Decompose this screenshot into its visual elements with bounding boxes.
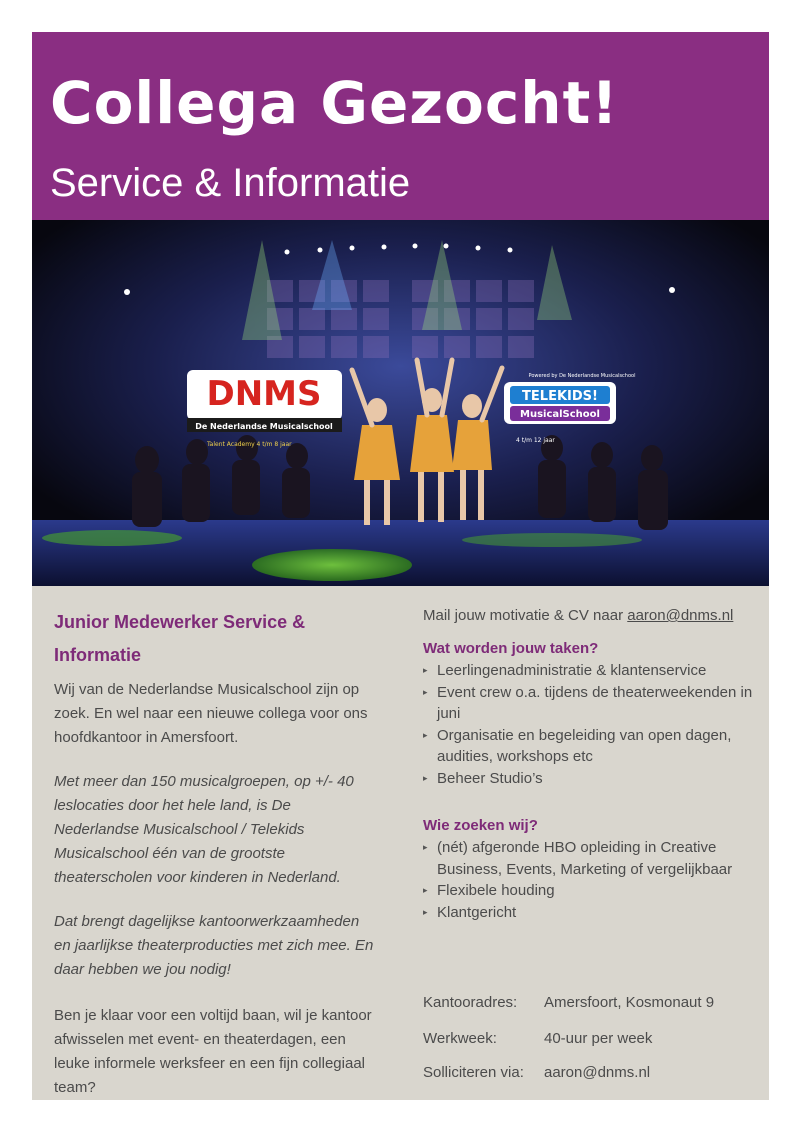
list-item: ▸ Beheer Studio’s <box>423 768 763 790</box>
stage-photo <box>32 220 769 586</box>
intro-paragraph: Wij van de Nederlandse Musicalschool zijn op zoek. En wel naar een nieuwe collega voor ons hoofdkantoor in Amersfoort. <box>54 681 368 746</box>
svg-text:De Nederlandse Musicalschool: De Nederlandse Musicalschool <box>195 422 333 431</box>
info-value: 40-uur per week <box>544 1030 653 1047</box>
list-item: ▸ (nét) afgeronde HBO opleiding in Creative Business, Events, Marketing of vergelijkbaar <box>423 839 733 878</box>
svg-text:Powered by De Nederlandse Musi: Powered by De Nederlandse Musicalschool <box>528 373 636 379</box>
stage-photo-illustration <box>32 220 769 586</box>
tasks-heading: Wat worden jouw taken? <box>423 640 599 657</box>
bullet-icon: ▸ <box>423 729 428 740</box>
bullet-icon: ▸ <box>423 906 428 917</box>
flyer <box>32 32 769 1100</box>
info-label: Werkweek: <box>423 1030 497 1047</box>
info-row-workweek <box>423 1030 652 1047</box>
bullet-icon: ▸ <box>423 842 428 852</box>
work-description: Dat brengt dagelijkse kantoorwerkzaamheden en jaarlijkse theaterproducties met zich mee. En daar hebben we jou nodig! <box>54 913 374 978</box>
svg-text:4 t/m 12 jaar: 4 t/m 12 jaar <box>516 437 555 444</box>
left-column <box>54 606 374 1100</box>
bullet-icon: ▸ <box>423 686 428 697</box>
info-block <box>423 586 763 1100</box>
mail-prefix: Mail jouw motivatie & CV naar <box>423 607 628 624</box>
info-label: Kantooradres: <box>423 994 518 1011</box>
info-row-apply <box>423 1064 650 1081</box>
apply-email[interactable]: aaron@dnms.nl <box>544 1064 651 1081</box>
content-panel <box>32 586 769 1100</box>
job-title: Junior Medewerker Service & Informatie <box>54 612 306 665</box>
bullet-icon: ▸ <box>423 885 428 895</box>
list-item: ▸ Leerlingenadministratie & klantenservice <box>423 660 763 682</box>
svg-text:MusicalSchool: MusicalSchool <box>520 409 600 420</box>
mail-link[interactable]: aaron@dnms.nl <box>627 607 734 624</box>
closing-paragraph: Ben je klaar voor een voltijd baan, wil je kantoor afwisselen met event- en theaterdagen, een leuke informele werksfeer en een fijn collegiaal team? <box>54 1007 372 1096</box>
svg-text:TELEKIDS!: TELEKIDS! <box>522 389 598 404</box>
svg-text:DNMS: DNMS <box>206 374 322 414</box>
header-banner <box>32 32 769 220</box>
info-row-address <box>423 994 714 1011</box>
list-item: ▸ Flexibele houding <box>423 880 763 902</box>
bullet-icon: ▸ <box>423 665 428 675</box>
info-value: Amersfoort, Kosmonaut 9 <box>544 994 715 1011</box>
list-item: ▸ Organisatie en begeleiding van open dagen, audities, workshops etc <box>423 726 732 765</box>
list-item: ▸ Event crew o.a. tijdens de theaterweekenden in juni <box>423 683 753 722</box>
info-label: Solliciteren via: <box>423 1064 524 1081</box>
page-subtitle: Service & Informatie <box>50 161 411 205</box>
profile-heading: Wie zoeken wij? <box>423 817 538 834</box>
floor-spotlight <box>252 549 412 581</box>
bullet-icon: ▸ <box>423 772 428 783</box>
school-description: Met meer dan 150 musicalgroepen, op +/- 40 leslocaties door het hele land, is De Nederlandse Musicalschool / Telekids Musicalschool één van de grootste theaterscholen voor kinderen in Nederland. <box>54 773 354 886</box>
svg-text:Talent Academy 4 t/m 8 jaar: Talent Academy 4 t/m 8 jaar <box>207 441 292 448</box>
list-item: ▸ Klantgericht <box>423 902 763 924</box>
page-title: Collega Gezocht! <box>50 69 619 137</box>
